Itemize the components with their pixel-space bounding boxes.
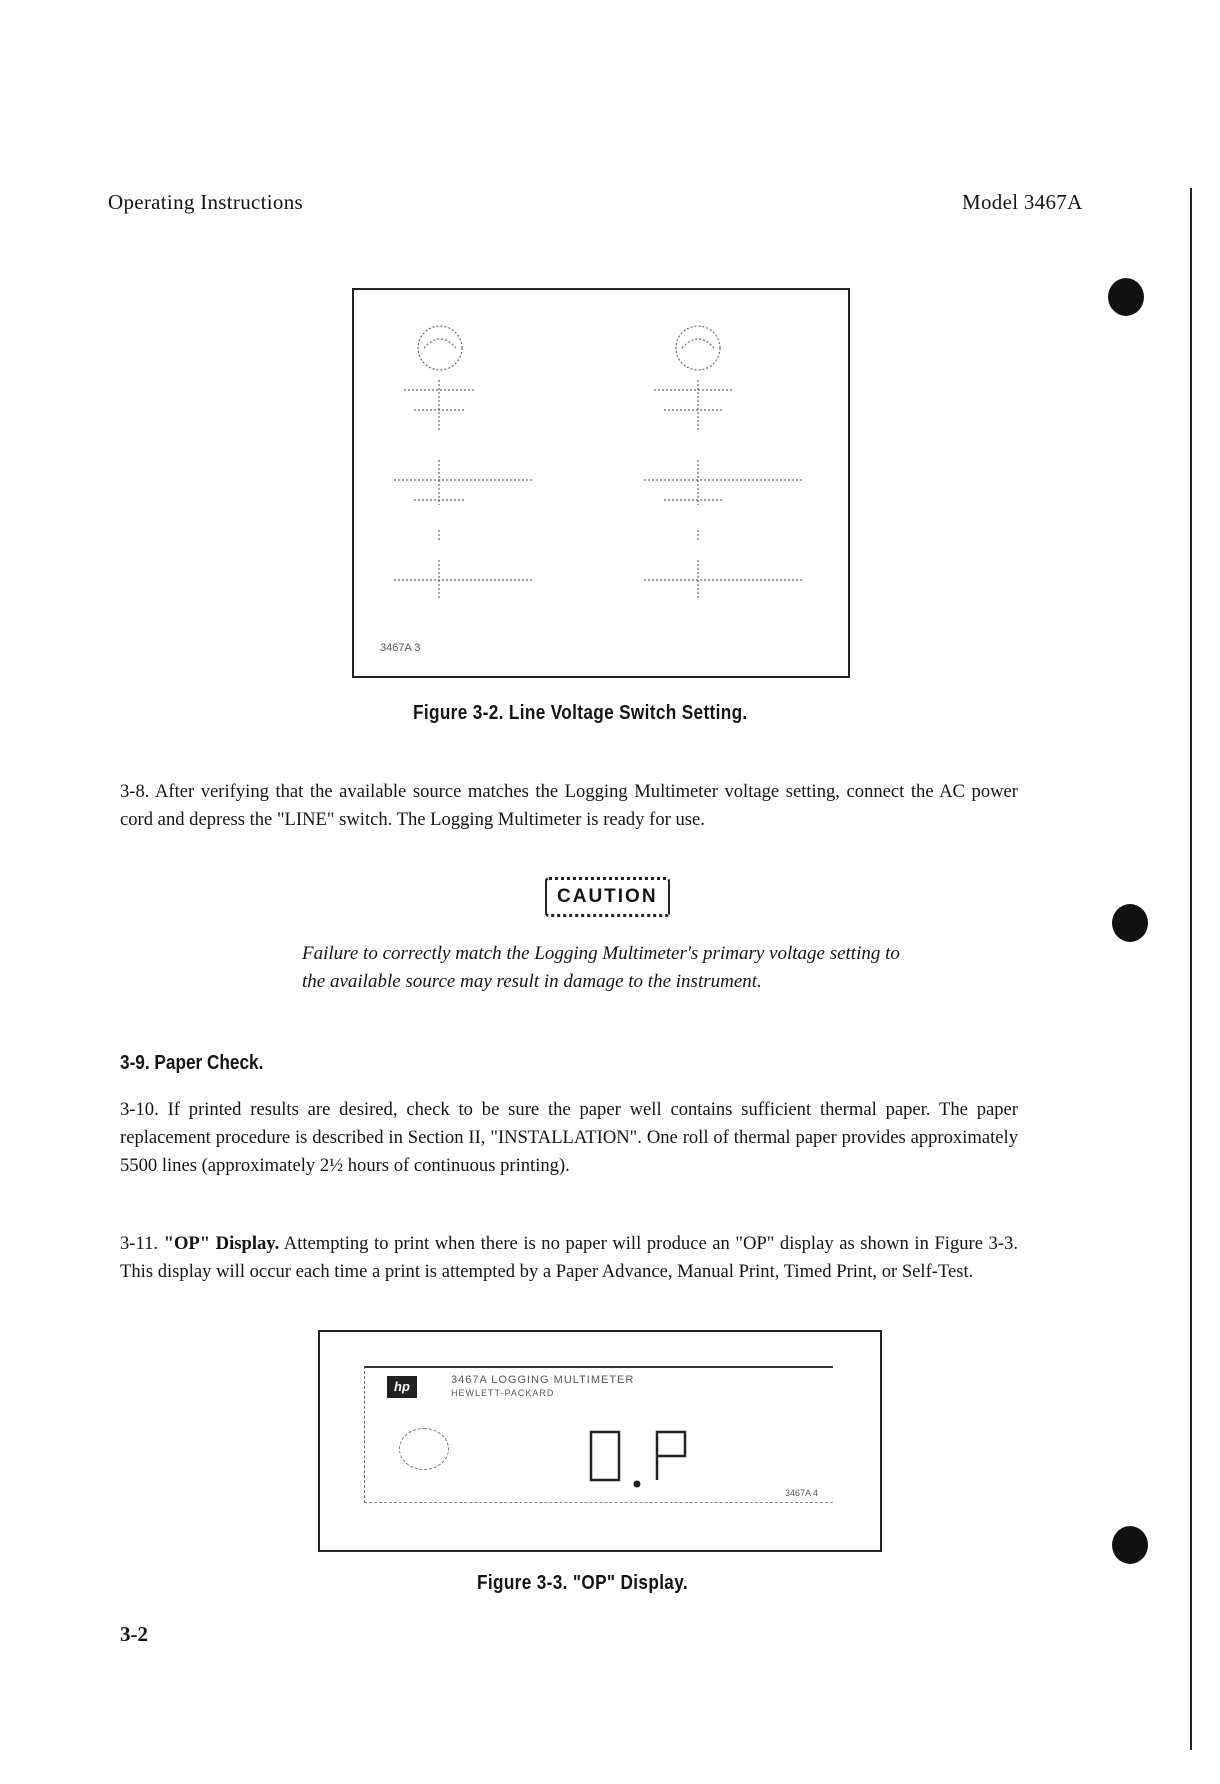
display-readout: 0.P [597, 1480, 619, 1494]
figure-3-2-code: 3467A 3 [380, 642, 421, 654]
figure-3-3-caption: Figure 3-3. "OP" Display. [477, 1572, 688, 1594]
section-3-9-heading: 3-9. Paper Check. [120, 1052, 264, 1074]
caution-banner [545, 877, 670, 917]
punch-hole-bottom [1112, 1526, 1148, 1564]
header-model: Model 3467A [962, 190, 1083, 214]
line-switch-shape [399, 1428, 449, 1470]
paragraph-3-10-text: If printed results are desired, check to be sure the paper well contains sufficient thermal paper. The paper replacement procedure is described in Section II, "INSTALLATION". One roll of thermal paper provides approximately 5500 lines (approximately 2½ hours of continuous printing). [120, 1099, 1018, 1176]
margin-rule [1190, 188, 1192, 1750]
switch-left-group [394, 326, 534, 600]
paragraph-3-11-title: "OP" Display. [163, 1233, 280, 1254]
decimal-point [634, 1481, 641, 1488]
paragraph-3-11-text: Attempting to print when there is no paper will produce an "OP" display as shown in Figure 3-3. This display will occur each time a print is attempted by a Paper Advance, Manual Print, Timed Print, or Self-Test. [120, 1233, 1018, 1282]
hp-logo: hp [387, 1376, 417, 1398]
caution-label: CAUTION [545, 877, 670, 917]
panel-brand: HEWLETT-PACKARD [451, 1388, 555, 1398]
paragraph-3-8-number: 3-8. [120, 781, 150, 802]
paragraph-3-8-text: After verifying that the available source matches the Logging Multimeter voltage setting, connect the AC power cord and depress the "LINE" switch. The Logging Multimeter is ready for use. [120, 781, 1018, 830]
switch-setting-drawing [354, 290, 848, 676]
paragraph-3-11-number: 3-11. [120, 1233, 159, 1254]
figure-3-2-illustration [352, 288, 850, 678]
paragraph-3-10 [120, 1096, 1018, 1180]
page-number: 3-2 [120, 1622, 148, 1646]
punch-hole-top [1108, 278, 1144, 316]
caution-text: Failure to correctly match the Logging Multimeter's primary voltage setting to the available source may result in damage to the instrument. [302, 943, 900, 992]
letter-p [657, 1432, 685, 1480]
punch-hole-middle [1112, 904, 1148, 942]
header-section-title: Operating Instructions [108, 190, 303, 214]
figure-3-2-caption: Figure 3-2. Line Voltage Switch Setting. [413, 702, 748, 724]
switch-right-group [644, 326, 804, 600]
figure-3-3-code: 3467A 4 [785, 1488, 819, 1498]
paragraph-3-10-number: 3-10. [120, 1099, 159, 1120]
panel-title: 3467A LOGGING MULTIMETER [451, 1374, 635, 1386]
paragraph-3-8 [120, 778, 1018, 834]
digit-zero [591, 1432, 619, 1480]
paragraph-3-11 [120, 1230, 1018, 1286]
figure-3-3-illustration [318, 1330, 882, 1552]
front-panel [364, 1366, 833, 1503]
